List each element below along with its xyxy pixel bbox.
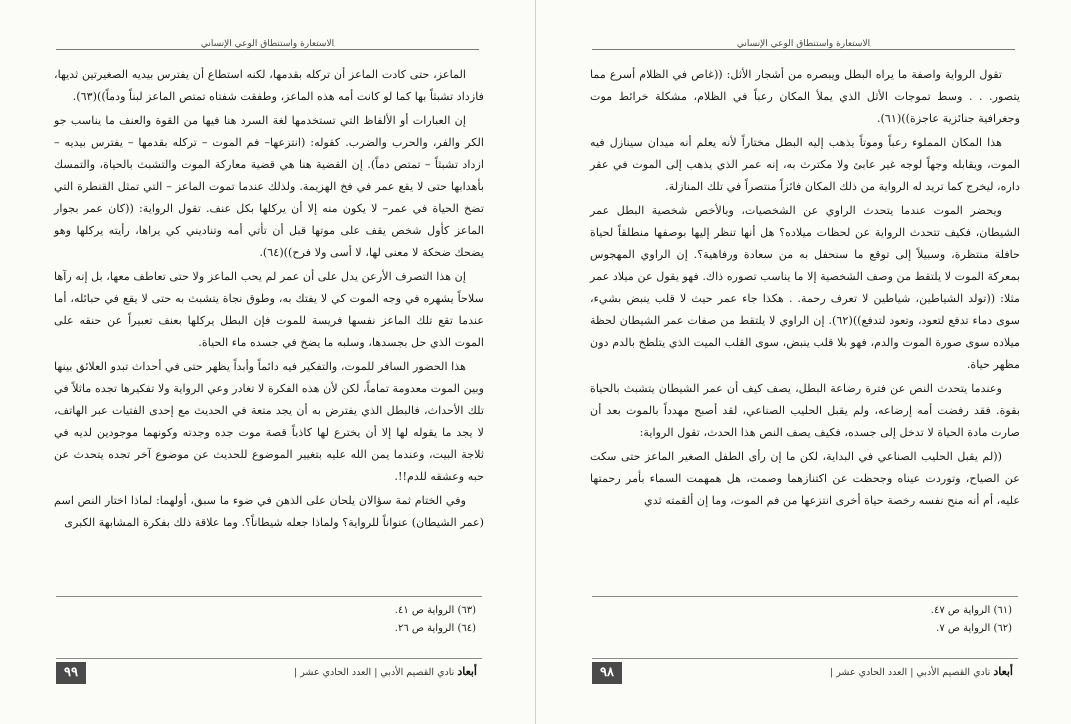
paragraph: هذا الحضور السافر للموت، والتفكير فيه دائماً وأبداً يظهر حتى في أحداث تبدو العلائق بينها وبين الموت معدومة تماماً، لكن لأن هذه الفكرة لا تغادر وعي الرواية ولا تفكيرها تجده ماثلاً في تلك الأحداث، فالبطل الذي يفترض به أن يجد متعة في الحديث مع إحدى الفتيات عبر الهاتف، لا يجد ما يقوله لها إلا أن يخترع لها كاذباً قصة موت جده وجدته وكونهما موجودين لديه في ثلاجة البيت، وعندما يمن الله عليه بتغيير الموضوع للحديث عن موضوع آخر تجده يتحدث عن حبه وعشقه للدم!!.: [54, 360, 484, 483]
footer: [294, 665, 477, 678]
footer-divider: [592, 658, 1018, 659]
running-head: [592, 39, 1015, 50]
running-head-title: الاستعارة واستنطاق الوعي الإنساني: [193, 39, 342, 49]
running-head: [56, 39, 479, 50]
footnote: (٦٤) الرواية ص ٢٦.: [394, 623, 476, 634]
footer: [830, 665, 1013, 678]
footnote-divider: [592, 596, 1018, 597]
body-text: [590, 64, 1020, 514]
footer-divider: [56, 658, 482, 659]
paragraph: وفي الختام ثمة سؤالان يلحان على الذهن في ضوء ما سبق، أولهما: لماذا اختار النص اسم (عمر الشيطان) عنواناً للرواية؟ ولماذا جعله شيطاناً؟. وما علاقة ذلك بفكرة المشابهة الكبرى: [54, 494, 484, 529]
body-text: [54, 64, 484, 536]
right-page: [536, 0, 1071, 724]
paragraph: وعندما يتحدث النص عن فترة رضاعة البطل، يصف كيف أن عمر الشيطان يتشبث بالحياة بقوة. فقد رفضت أمه إرضاعه، ولم يقبل الحليب الصناعي، لقد أصبح مهدداً بالموت بعد أن صارت مادة الحياة لا تدخل إلى جسده، فكيف يصف النص هذا الحدث، تقول الرواية:: [590, 382, 1020, 439]
paragraph: تقول الرواية واصفة ما يراه البطل ويبصره من أشجار الأثل: ((غاص في الظلام أسرع مما يتصور. . . وسط تموجات الأثل الذي يملأ المكان رعباً في الظلام، مشكلة خرائط موت وجغرافية جنائزية عاجزة))(٦١).: [590, 68, 1020, 125]
footer-text: نادي القصيم الأدبي | العدد الحادي عشر |: [293, 667, 455, 678]
paragraph: ويحضر الموت عندما يتحدث الراوي عن الشخصيات، وبالأخص شخصية البطل عمر الشيطان، فكيف تتحدث الرواية عن لحظات ميلاده؟ هل أنها تنظر إليها بوصفها منطلقاً لحياة حافلة منتظرة، وسبيلاً إلى توقع ما سنحفل به من سعادة ورفاهية؟. إن الراوي المهجوس بمعركة الموت لا يلتقط من وصف الشخصية إلا ما يناسب تصوره ذاك. فهو يقول عن ميلاد عمر مثلا: ((تولد الشياطين، شياطين لا تعرف رحمة. . هكذا جاء عمر حيث لا قلب ينبض بشيء، سوى دماء تدفع لتعود، وتعود لتدفع))(٦٢). إن الراوي لا يلتقط من صفات عمر الشيطان لحظة ميلاده سوى صورة الموت والدم، فهو بلا قلب ينبض، سوى القلب الميت الذي يتلطخ بالدم دون مظهر حياة.: [590, 204, 1020, 371]
paragraph: هذا المكان المملوء رعباً وموتاً يذهب إليه البطل مختاراً لأنه يعلم أنه ميدان سينازل فيه الموت، ويقابله وجهاً لوجه غير عابئ ولا مكترث به، إنه عمر الذي يذهب إلى الموت في عقر داره، ليخرج كما تريد له الرواية من ذلك المكان فائزاً منتصراً في تلك المنازلة.: [590, 136, 1020, 193]
paragraph: الماعز، حتى كادت الماعز أن تركله بقدمها، لكنه استطاع أن يفترس بيديه الصغيرتين ثديها، فازداد تشبثاً بها كما لو كانت أمه هذه الماعز، وطفقت شفتاه تمتص الماعز لبناً ودماً))(٦٣).: [54, 68, 484, 103]
page-number: ٩٨: [592, 662, 622, 684]
page-number: ٩٩: [56, 662, 86, 684]
paragraph: إن العبارات أو الألفاظ التي تستخدمها لغة السرد هنا فيها من القوة والعنف ما يناسب جو الكر والفر، والحرب والضرب. كقوله: (انتزعها– فم الموت – تركله بقدمها – يفترس بيديه – ازداد تشبثاً – تمتص دماً). إن القضية هنا هي قضية معاركة الموت والتشبث بالحياة، والتمسك بأهدابها حتى لا يقع عمر في فخ الهزيمة. ولذلك عندما تموت الماعز – التي تمثل القنطرة التي تضخ الحياة في عمر– لا يكون منه إلا أن يركلها بكل عنف. تقول الرواية: ((كان عمر بجوار الماعز كأول شخص يقف على موتها قبل أن تأتي أمه وتناديني كي يراها، رأيته يركلها وهو يضحك ضحكة لا معنى لها، لا أسى ولا فرح))(٦٤).: [54, 114, 484, 259]
footnote: (٦٣) الرواية ص ٤١.: [394, 605, 476, 616]
footnote: (٦١) الرواية ص ٤٧.: [930, 605, 1012, 616]
paragraph: إن هذا التصرف الأرعن يدل على أن عمر لم يحب الماعز ولا حتى تعاطف معها، بل إنه رآها سلاحاً يشهره في وجه الموت كي لا يفتك به، وطوق نجاة يتشبث به حتى لا يقع في حبائله، أما عندما تقع تلك الماعز نفسها فريسة للموت فإن البطل يركلها بعنف تعبيراً عن حنقه على الموت الذي حل بجسدها، وسلبه ما يضخ في جسده ماء الحياة.: [54, 270, 484, 349]
footnote-divider: [56, 596, 482, 597]
paragraph: ((لم يقبل الحليب الصناعي في البداية، لكن ما إن رأى الطفل الصغير الماعز حتى سكت عن الصياح، وتوردت عيناه وجحظت عن اكتنازهما وصمت، هل همهمت السماء بأمر رحمتها عليه، أم أنه منح نفسه رخصة حياة أخرى انتزعها من فم الموت، وما إن ألقمته ثدي: [590, 450, 1020, 507]
footnotes: [592, 602, 1018, 638]
footnote: (٦٢) الرواية ص ٧.: [936, 623, 1012, 634]
footer-text: نادي القصيم الأدبي | العدد الحادي عشر |: [829, 667, 991, 678]
footnotes: [56, 602, 482, 638]
running-head-title: الاستعارة واستنطاق الوعي الإنساني: [729, 39, 878, 49]
journal-logo: أبعاد: [457, 665, 477, 678]
journal-logo: أبعاد: [993, 665, 1013, 678]
